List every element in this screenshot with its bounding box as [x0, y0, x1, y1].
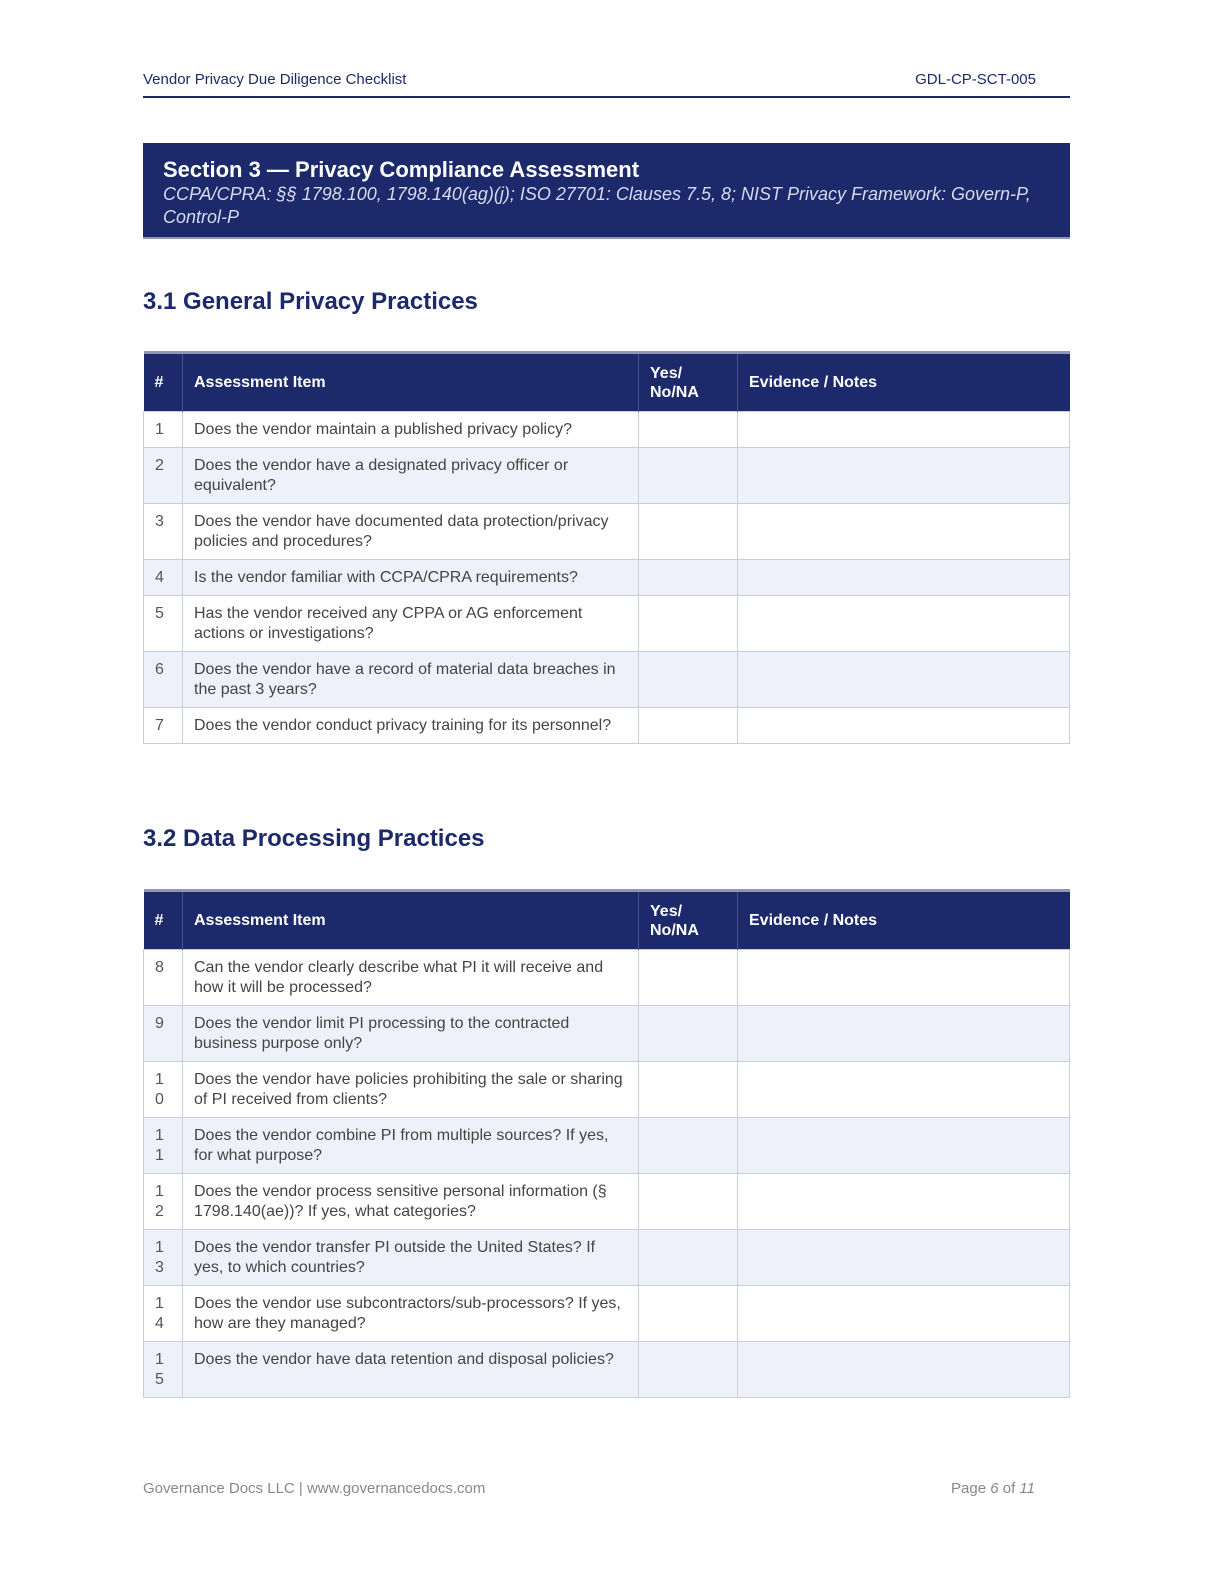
row-number: 7	[144, 708, 183, 744]
row-number: 11	[144, 1118, 183, 1174]
table-row	[144, 1230, 1070, 1286]
evidence-notes-cell[interactable]	[738, 1342, 1070, 1398]
table-row	[144, 1286, 1070, 1342]
table-row	[144, 596, 1070, 652]
row-number: 6	[144, 652, 183, 708]
assessment-item: Does the vendor have a designated privacy officer or equivalent?	[183, 448, 639, 504]
table-row	[144, 560, 1070, 596]
row-number: 5	[144, 596, 183, 652]
evidence-notes-cell[interactable]	[738, 596, 1070, 652]
row-number: 12	[144, 1174, 183, 1230]
section-title: Section 3 — Privacy Compliance Assessment	[163, 157, 640, 182]
yes-no-na-cell[interactable]	[639, 596, 738, 652]
doc-title: Vendor Privacy Due Diligence Checklist	[143, 71, 407, 88]
assessment-item: Does the vendor have documented data protection/privacy policies and procedures?	[183, 504, 639, 560]
evidence-notes-cell[interactable]	[738, 1286, 1070, 1342]
table-header-row	[144, 891, 1070, 950]
table-row	[144, 1118, 1070, 1174]
evidence-notes-cell[interactable]	[738, 1174, 1070, 1230]
yes-no-na-cell[interactable]	[639, 412, 738, 448]
evidence-notes-cell[interactable]	[738, 448, 1070, 504]
evidence-notes-cell[interactable]	[738, 652, 1070, 708]
evidence-notes-cell[interactable]	[738, 504, 1070, 560]
yes-no-na-cell[interactable]	[639, 708, 738, 744]
evidence-notes-cell[interactable]	[738, 1118, 1070, 1174]
yes-no-na-cell[interactable]	[639, 1174, 738, 1230]
col-num: #	[144, 353, 183, 412]
table-row	[144, 950, 1070, 1006]
row-number: 10	[144, 1062, 183, 1118]
assessment-item: Does the vendor limit PI processing to the contracted business purpose only?	[183, 1006, 639, 1062]
col-yes: Yes/ No/NA	[639, 891, 738, 950]
evidence-notes-cell[interactable]	[738, 1230, 1070, 1286]
col-notes: Evidence / Notes	[738, 891, 1070, 950]
yes-no-na-cell[interactable]	[639, 1118, 738, 1174]
col-notes: Evidence / Notes	[738, 353, 1070, 412]
yes-no-na-cell[interactable]	[639, 1230, 738, 1286]
col-yes: Yes/ No/NA	[639, 353, 738, 412]
col-num: #	[144, 891, 183, 950]
table-row	[144, 1174, 1070, 1230]
evidence-notes-cell[interactable]	[738, 560, 1070, 596]
col-item: Assessment Item	[183, 891, 639, 950]
assessment-item: Does the vendor maintain a published privacy policy?	[183, 412, 639, 448]
yes-no-na-cell[interactable]	[639, 1006, 738, 1062]
evidence-notes-cell[interactable]	[738, 412, 1070, 448]
assessment-item: Does the vendor transfer PI outside the United States? If yes, to which countries?	[183, 1230, 639, 1286]
footer-company: Governance Docs LLC | www.governancedocs.com	[143, 1480, 486, 1497]
assessment-item: Does the vendor have data retention and disposal policies?	[183, 1342, 639, 1398]
table-row	[144, 448, 1070, 504]
footer-page-number: Page 6 of 11	[951, 1480, 1035, 1497]
yes-no-na-cell[interactable]	[639, 504, 738, 560]
row-number: 1	[144, 412, 183, 448]
subsection-heading-3-2: 3.2 Data Processing Practices	[143, 825, 485, 852]
table-row	[144, 1006, 1070, 1062]
table-row	[144, 1342, 1070, 1398]
assessment-item: Does the vendor combine PI from multiple sources? If yes, for what purpose?	[183, 1118, 639, 1174]
assessment-item: Is the vendor familiar with CCPA/CPRA requirements?	[183, 560, 639, 596]
general-privacy-table	[143, 351, 1070, 744]
assessment-item: Does the vendor have a record of material data breaches in the past 3 years?	[183, 652, 639, 708]
yes-no-na-cell[interactable]	[639, 950, 738, 1006]
table-row	[144, 412, 1070, 448]
table-row	[144, 652, 1070, 708]
section-subtitle: CCPA/CPRA: §§ 1798.100, 1798.140(ag)(j); ISO 27701: Clauses 7.5, 8; NIST Privacy Framework: Govern-P, Control-P	[163, 184, 1031, 227]
evidence-notes-cell[interactable]	[738, 1006, 1070, 1062]
table-row	[144, 504, 1070, 560]
section-banner	[143, 143, 1070, 239]
assessment-item: Can the vendor clearly describe what PI it will receive and how it will be processed?	[183, 950, 639, 1006]
row-number: 4	[144, 560, 183, 596]
row-number: 3	[144, 504, 183, 560]
assessment-item: Has the vendor received any CPPA or AG enforcement actions or investigations?	[183, 596, 639, 652]
current-page: 6	[990, 1480, 999, 1497]
subsection-heading-3-1: 3.1 General Privacy Practices	[143, 288, 478, 315]
assessment-item: Does the vendor have policies prohibiting the sale or sharing of PI received from clients?	[183, 1062, 639, 1118]
yes-no-na-cell[interactable]	[639, 448, 738, 504]
evidence-notes-cell[interactable]	[738, 708, 1070, 744]
table-row	[144, 708, 1070, 744]
yes-no-na-cell[interactable]	[639, 1286, 738, 1342]
assessment-item: Does the vendor process sensitive personal information (§ 1798.140(ae))? If yes, what categories?	[183, 1174, 639, 1230]
doc-code: GDL-CP-SCT-005	[915, 71, 1036, 88]
data-processing-table	[143, 889, 1070, 1398]
yes-no-na-cell[interactable]	[639, 1342, 738, 1398]
table-header-row	[144, 353, 1070, 412]
col-item: Assessment Item	[183, 353, 639, 412]
row-number: 2	[144, 448, 183, 504]
evidence-notes-cell[interactable]	[738, 1062, 1070, 1118]
row-number: 9	[144, 1006, 183, 1062]
total-pages: 11	[1019, 1480, 1035, 1497]
page-header	[143, 70, 1070, 98]
row-number: 15	[144, 1342, 183, 1398]
table-row	[144, 1062, 1070, 1118]
row-number: 14	[144, 1286, 183, 1342]
row-number: 8	[144, 950, 183, 1006]
evidence-notes-cell[interactable]	[738, 950, 1070, 1006]
yes-no-na-cell[interactable]	[639, 560, 738, 596]
yes-no-na-cell[interactable]	[639, 652, 738, 708]
row-number: 13	[144, 1230, 183, 1286]
yes-no-na-cell[interactable]	[639, 1062, 738, 1118]
assessment-item: Does the vendor use subcontractors/sub-processors? If yes, how are they managed?	[183, 1286, 639, 1342]
assessment-item: Does the vendor conduct privacy training for its personnel?	[183, 708, 639, 744]
